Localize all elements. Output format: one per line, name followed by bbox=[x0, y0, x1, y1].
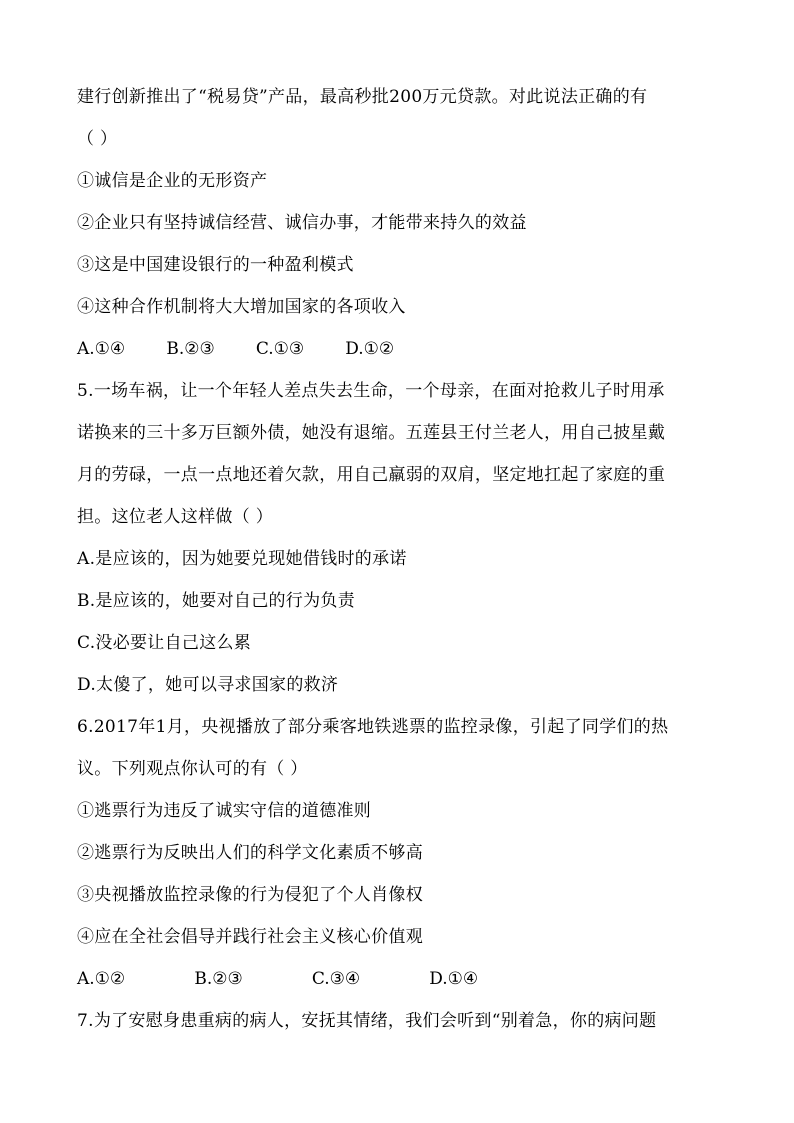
q6-item-1: ①逃票行为违反了诚实守信的道德准则 bbox=[77, 801, 372, 821]
q5-option-d[interactable]: D.太傻了，她可以寻求国家的救济 bbox=[77, 675, 339, 695]
q5-stem-line-3: 月的劳碌，一点一点地还着欠款，用自己羸弱的双肩，坚定地扛起了家庭的重 bbox=[77, 465, 666, 485]
q4-item-2: ②企业只有坚持诚信经营、诚信办事，才能带来持久的效益 bbox=[77, 213, 527, 233]
q6-option-b[interactable]: B.②③ bbox=[194, 969, 243, 989]
q6-option-c[interactable]: C.③④ bbox=[311, 969, 361, 989]
q6-option-d[interactable]: D.①④ bbox=[429, 969, 479, 989]
q5-stem-line-4: 担。这位老人这样做（ ） bbox=[77, 507, 274, 527]
q4-options bbox=[77, 338, 394, 360]
q5-option-a[interactable]: A.是应该的，因为她要兑现她借钱时的承诺 bbox=[77, 549, 407, 569]
q4-option-c[interactable]: C.①③ bbox=[255, 339, 305, 359]
q5-option-c[interactable]: C.没必要让自己这么累 bbox=[77, 633, 252, 653]
q4-option-a[interactable]: A.①④ bbox=[77, 339, 126, 359]
q6-item-2: ②逃票行为反映出人们的科学文化素质不够高 bbox=[77, 843, 423, 863]
q6-option-a[interactable]: A.①② bbox=[77, 969, 126, 989]
q6-item-4: ④应在全社会倡导并践行社会主义核心价值观 bbox=[77, 927, 423, 947]
q5-option-b[interactable]: B.是应该的，她要对自己的行为负责 bbox=[77, 591, 355, 611]
q5-stem-line-2: 诺换来的三十多万巨额外债，她没有退缩。五莲县王付兰老人，用自己披星戴 bbox=[77, 423, 666, 443]
q6-item-3: ③央视播放监控录像的行为侵犯了个人肖像权 bbox=[77, 885, 423, 905]
q6-options bbox=[77, 968, 478, 990]
q4-option-b[interactable]: B.②③ bbox=[166, 339, 215, 359]
q7-stem-line-1: 7.为了安慰身患重病的病人，安抚其情绪，我们会听到“别着急，你的病问题 bbox=[77, 1011, 657, 1031]
q4-answer-blank: （ ） bbox=[77, 129, 118, 149]
q5-stem-line-1: 5.一场车祸，让一个年轻人差点失去生命，一个母亲，在面对抢救儿子时用承 bbox=[77, 381, 665, 401]
q4-stem-line: 建行创新推出了“税易贷”产品，最高秒批200万元贷款。对此说法正确的有 bbox=[77, 87, 648, 107]
q4-option-d[interactable]: D.①② bbox=[345, 339, 395, 359]
q4-item-4: ④这种合作机制将大大增加国家的各项收入 bbox=[77, 297, 406, 317]
q6-stem-line-1: 6.2017年1月，央视播放了部分乘客地铁逃票的监控录像，引起了同学们的热 bbox=[77, 717, 669, 737]
q4-item-1: ①诚信是企业的无形资产 bbox=[77, 171, 268, 191]
q6-stem-line-2: 议。下列观点你认可的有（ ） bbox=[77, 759, 308, 779]
q4-item-3: ③这是中国建设银行的一种盈利模式 bbox=[77, 255, 354, 275]
